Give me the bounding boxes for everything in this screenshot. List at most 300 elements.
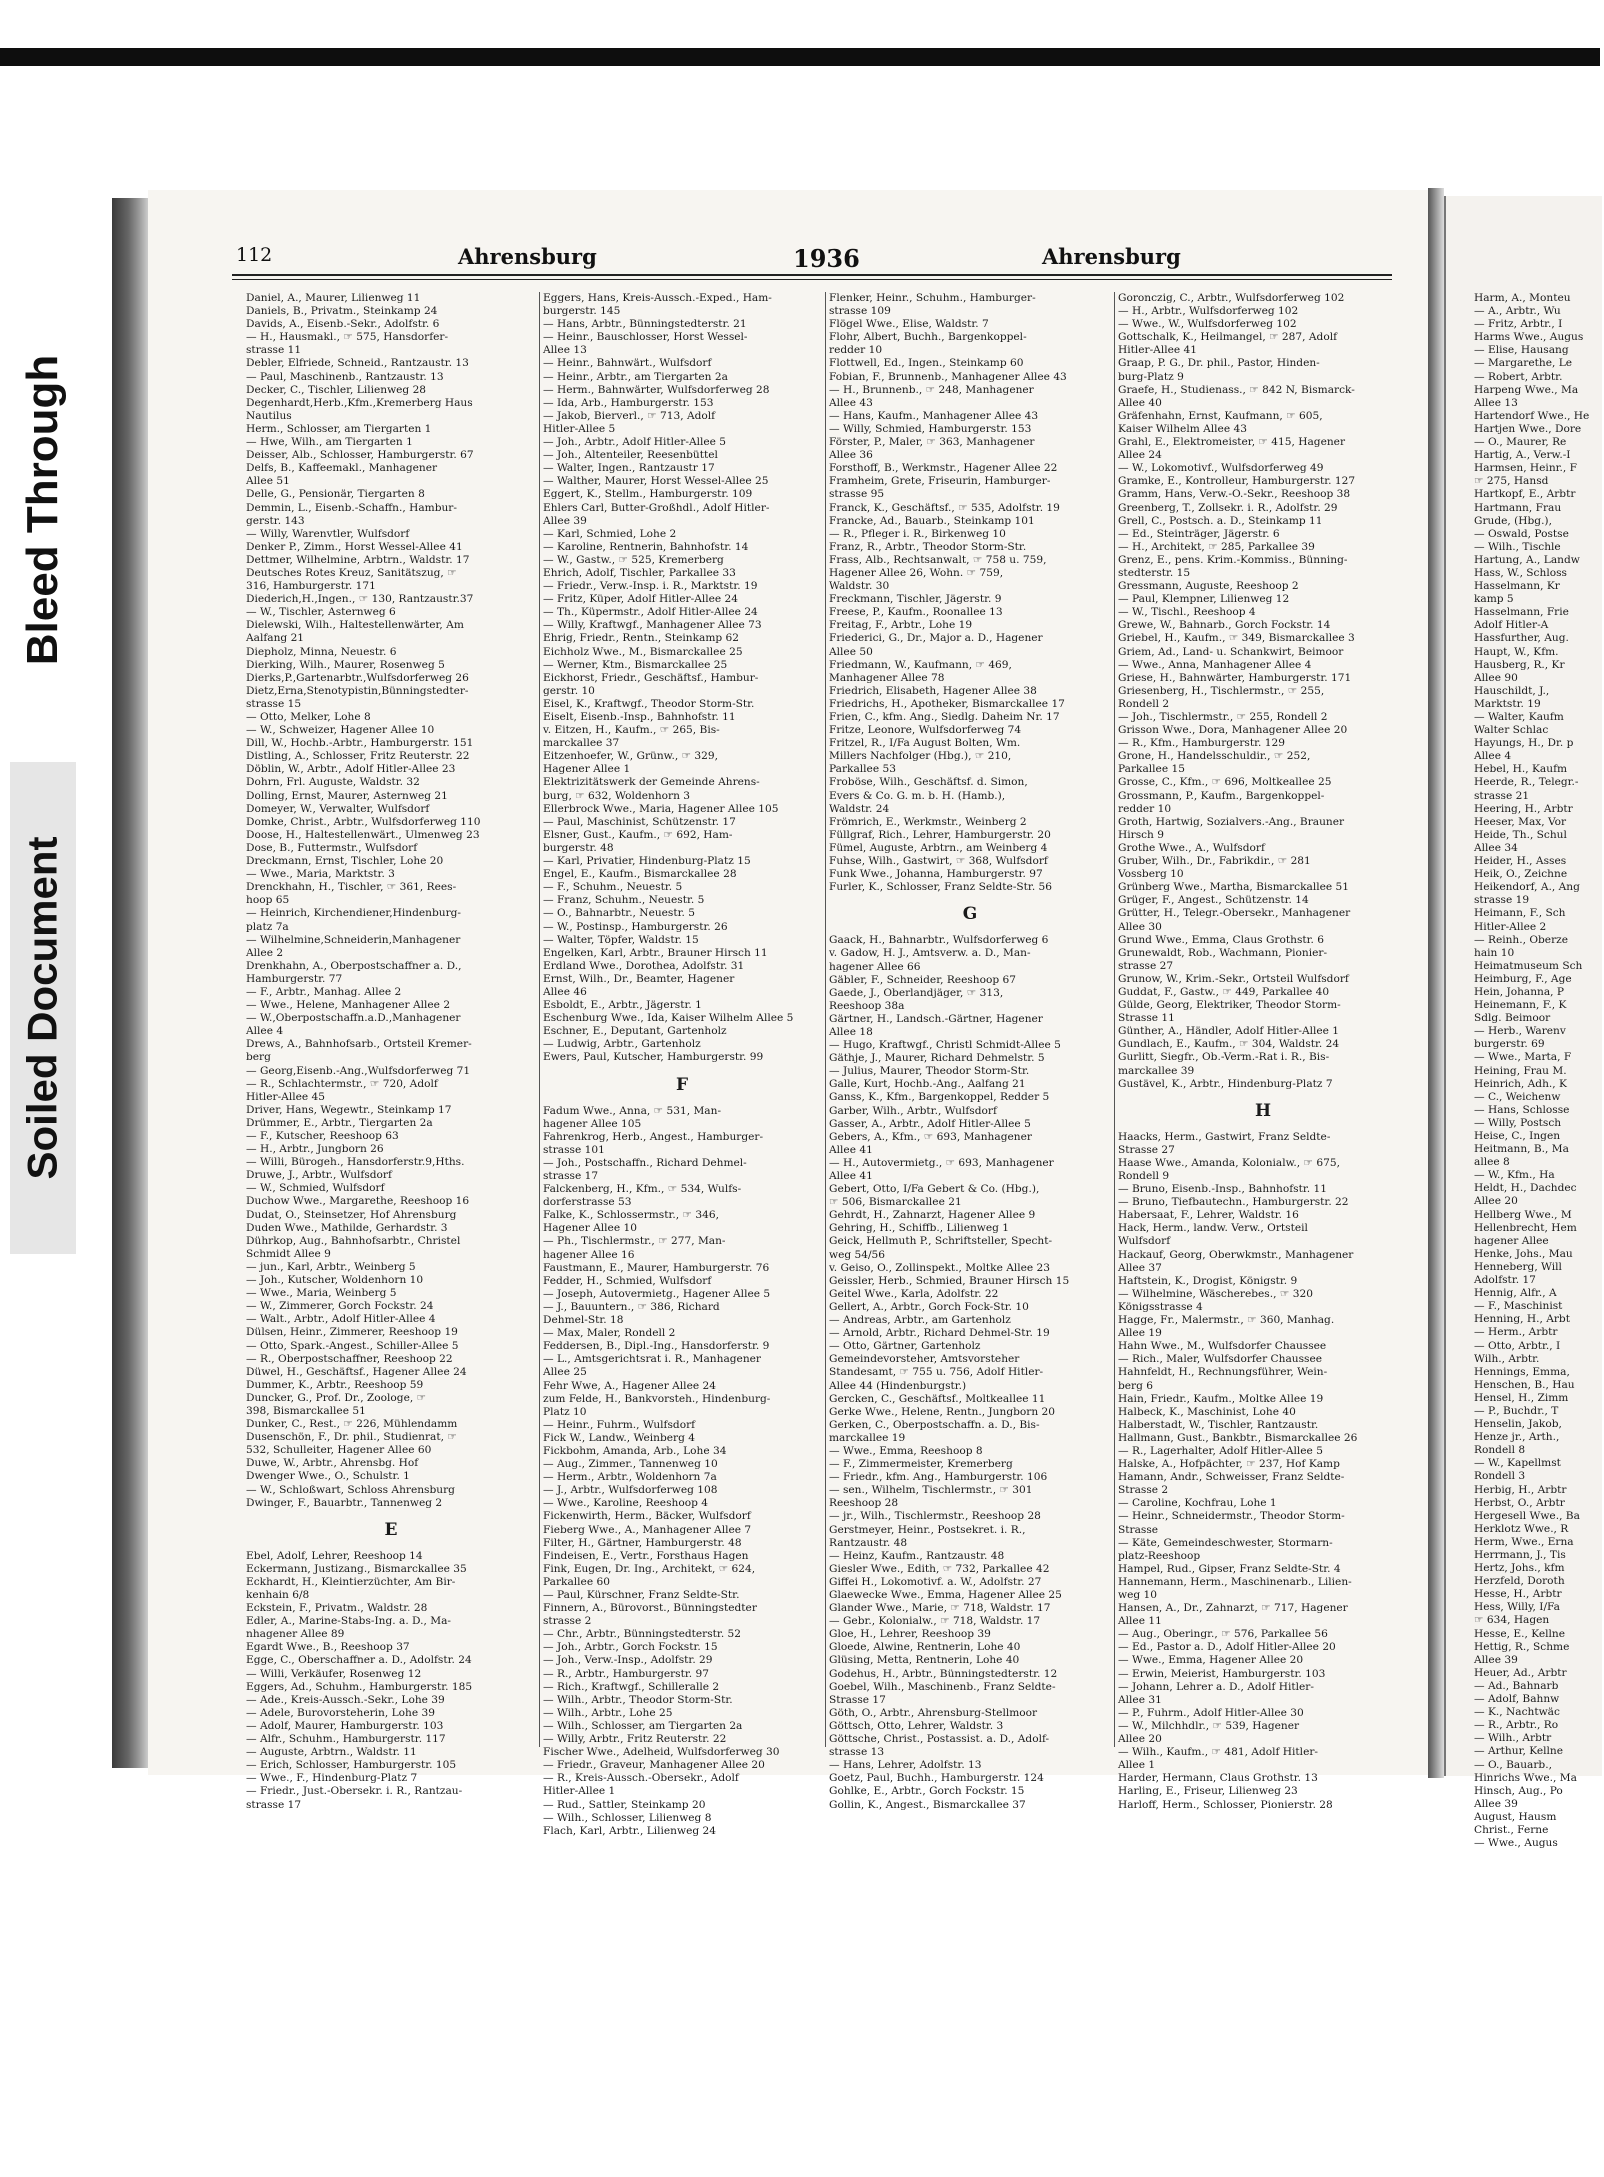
directory-entry: — jun., Karl, Arbtr., Weinberg 5 [246,1260,416,1273]
directory-entry: Hitler-Allee 41 [1118,344,1197,357]
directory-entry: Dohrn, Frl. Auguste, Waldstr. 32 [246,776,420,789]
adjacent-page-entry: Hellberg Wwe., M [1474,1208,1572,1221]
directory-entry: Fadum Wwe., Anna, ☞ 531, Man- [543,1104,722,1117]
directory-entry: Giesler Wwe., Edith, ☞ 732, Parkallee 42 [829,1562,1050,1575]
adjacent-page-entry: Walter Schlac [1474,724,1549,737]
directory-entry: berg 6 [1118,1379,1154,1392]
directory-entry: — Heinr., Fuhrm., Wulfsdorf [543,1418,696,1431]
directory-entry: Grone, H., Handelsschuldir., ☞ 252, [1118,750,1311,763]
directory-entry: Allee 50 [829,645,873,658]
directory-entry: — Otto, Gärtner, Gartenholz [829,1340,981,1353]
directory-entry: — Karl, Privatier, Hindenburg-Platz 15 [543,855,751,868]
adjacent-page-entry: Henke, Johs., Mau [1474,1247,1573,1260]
directory-entry: Deisser, Alb., Schlosser, Hamburgerstr. 67 [246,449,474,462]
directory-entry: Hahnfeldt, H., Rechnungsführer, Wein- [1118,1366,1328,1379]
directory-entry: Dunker, C., Rest., ☞ 226, Mühlendamm [246,1418,458,1431]
adjacent-page-entry: Heeser, Max, Vor [1474,815,1567,828]
directory-entry: Strasse 11 [1118,1012,1175,1025]
adjacent-page-entry: Hasselmann, Frie [1474,606,1569,619]
directory-entry: — Wwe., Helene, Manhagener Allee 2 [246,999,451,1012]
directory-entry: Haacks, Herm., Gastwirt, Franz Seldte- [1118,1130,1331,1143]
directory-entry: burgerstr. 145 [543,305,621,318]
directory-entry: Diederich,H.,Ingen., ☞ 130, Rantzaustr.37 [246,593,474,606]
adjacent-page-entry: hain 10 [1474,946,1515,959]
adjacent-page-entry: ☞ 634, Hagen [1474,1614,1550,1627]
directory-entry: 316, Hamburgerstr. 171 [246,580,376,593]
adjacent-page-entry: Hartkopf, E., Arbtr [1474,488,1576,501]
adjacent-page-entry: — Otto, Arbtr., I [1474,1339,1561,1352]
adjacent-page-entry: — R., Arbtr., Ro [1474,1719,1559,1732]
bleed-through-text: Bleed Through [18,354,67,666]
directory-entry: Hagge, Fr., Malermstr., ☞ 360, Manhag. [1118,1314,1335,1327]
directory-entry: — Heinr., Bauschlosser, Horst Wessel- [543,331,748,344]
directory-entry: Gemeindevorsteher, Amtsvorsteher [829,1353,1020,1366]
directory-entry: redder 10 [829,344,883,357]
directory-entry: Manhagener Allee 78 [829,671,945,684]
adjacent-page-entry: Christ., Ferne [1474,1823,1549,1836]
directory-entry: Glander Wwe., Marie, ☞ 718, Waldstr. 17 [829,1602,1051,1615]
directory-entry: Dusenschön, F., Dr. phil., Studienrat, ☞ [246,1431,457,1444]
directory-entry: Ellerbrock Wwe., Maria, Hagener Allee 105 [543,802,779,815]
directory-entry: Delle, G., Pensionär, Tiergarten 8 [246,488,425,501]
adjacent-page-entry: Hinrichs Wwe., Ma [1474,1771,1577,1784]
directory-entry: — R., Kfm., Hamburgerstr. 129 [1118,737,1285,750]
directory-entry: — H., Arbtr., Jungborn 26 [246,1143,384,1156]
directory-entry: strasse 13 [829,1746,885,1759]
adjacent-page-entry: Hartmann, Frau [1474,501,1562,514]
directory-entry: Drümmer, E., Arbtr., Tiergarten 2a [246,1116,433,1129]
directory-entry: hagener Allee 105 [543,1117,642,1130]
directory-entry: Gaack, H., Bahnarbtr., Wulfsdorferweg 6 [829,934,1049,947]
directory-entry: — F., Zimmermeister, Kremerberg [829,1458,1013,1471]
directory-entry: Findeisen, E., Vertr., Forsthaus Hagen [543,1549,749,1562]
directory-entry: Waldstr. 24 [829,802,890,815]
bleed-through-label [10,280,76,740]
adjacent-page-entry: — W., Kfm., Ha [1474,1169,1555,1182]
directory-entry: Duchow Wwe., Margarethe, Reeshoop 16 [246,1195,470,1208]
directory-entry: Allee 51 [246,475,290,488]
directory-entry: Gerken, C., Oberpostschaffn. a. D., Bis- [829,1418,1040,1431]
adjacent-page-entry: Heider, H., Asses [1474,855,1567,868]
directory-entry: Düwel, H., Geschäftsf., Hagener Allee 24 [246,1365,467,1378]
directory-entry: weg 54/56 [829,1248,886,1261]
adjacent-page-entry: — Herb., Warenv [1474,1025,1566,1038]
directory-entry: — Aug., Zimmer., Tannenweg 10 [543,1458,718,1471]
directory-entry: strasse 109 [829,305,891,318]
adjacent-page-entry: hagener Allee [1474,1234,1549,1247]
directory-entry: marckallee 19 [829,1431,906,1444]
directory-entry: — Willy, Warenvtler, Wulfsdorf [246,527,410,540]
adjacent-page-entry: Heimann, F., Sch [1474,907,1566,920]
directory-entry: Dührkop, Aug., Bahnhofsarbtr., Christel [246,1234,461,1247]
adjacent-page-entry: Heikendorf, A., Ang [1474,881,1580,894]
directory-entry: — Wwe., W., Wulfsdorferweg 102 [1118,318,1297,331]
directory-entry: Grunow, W., Krim.-Sekr., Ortsteil Wulfsdorf [1118,972,1349,985]
directory-entry: strasse 17 [543,1170,599,1182]
adjacent-page-entry: Henze jr., Arth., [1474,1431,1560,1444]
directory-entry: Groth, Hartwig, Sozialvers.-Ang., Brauner [1118,815,1345,828]
directory-entry: Allee 24 [1118,449,1162,462]
adjacent-page-entry: Heik, O., Zeichne [1474,868,1568,881]
section-letter: F [675,1074,689,1095]
directory-entry: — Joseph, Autovermietg., Hagener Allee 5 [543,1287,771,1300]
directory-entry: Deutsches Rotes Kreuz, Sanitätszug, ☞ [246,566,457,579]
directory-entry: Fümel, Auguste, Arbtrn., am Weinberg 4 [829,841,1048,854]
directory-entry: — Ade., Kreis-Aussch.-Sekr., Lohe 39 [246,1693,445,1706]
directory-entry: Franz, R., Arbtr., Theodor Storm-Str. [829,540,1027,553]
directory-entry: Graap, P. G., Dr. phil., Pastor, Hinden- [1118,357,1320,370]
adjacent-page-entry: Grude, (Hbg.), [1474,514,1552,527]
adjacent-page-entry: Wilh., Arbtr. [1474,1352,1540,1365]
directory-entry: Harling, E., Friseur, Lilienweg 23 [1118,1785,1298,1798]
adjacent-page-entry: Heise, C., Ingen [1474,1130,1561,1142]
directory-entry: Fickenwirth, Herm., Bäcker, Wulfsdorf [543,1510,751,1523]
adjacent-page-entry: — Margarethe, Le [1474,357,1573,370]
directory-entry: Platz 10 [543,1405,587,1418]
directory-entry: Hirsch 9 [1118,828,1164,841]
directory-entry: — Rich., Kraftwgf., Schilleralle 2 [543,1680,720,1693]
directory-entry: Hitler-Allee 5 [543,422,616,435]
directory-entry: — Paul, Maschinist, Schützenstr. 17 [543,815,736,828]
directory-entry: Eiselt, Eisenb.-Insp., Bahnhofstr. 11 [543,711,736,723]
directory-entry: — Friedr., Graveur, Manhagener Allee 20 [543,1759,765,1772]
directory-entry: Allee 30 [1118,920,1162,933]
directory-entry: — Heinr., Arbtr., am Tiergarten 2a [543,370,728,383]
directory-column-1 [246,292,536,1811]
adjacent-page-entry: kamp 5 [1474,593,1514,606]
directory-entry: ☞ 506, Bismarckallee 21 [829,1196,962,1209]
directory-entry: — Heinz, Kaufm., Rantzaustr. 48 [829,1549,1005,1562]
directory-entry: Rondell 2 [1118,697,1170,710]
directory-entry: — Wwe., Anna, Manhagener Allee 4 [1118,658,1312,671]
directory-entry: — Paul, Kürschner, Franz Seldte-Str. [543,1589,740,1601]
directory-entry: Egge, C., Oberschaffner a. D., Adolfstr. 24 [246,1654,472,1667]
directory-entry: Elsner, Gust., Kaufm., ☞ 692, Ham- [543,828,733,841]
directory-entry: Egardt Wwe., B., Reeshoop 37 [246,1641,410,1654]
adjacent-page-entry: — Wilh., Tischle [1474,540,1561,553]
directory-entry: Guddat, F., Gastw., ☞ 449, Parkallee 40 [1118,985,1330,998]
directory-entry: Duden Wwe., Mathilde, Gerhardstr. 3 [246,1221,448,1234]
directory-entry: Flohr, Albert, Buchh., Bargenkoppel- [829,331,1027,344]
directory-entry: — Arnold, Arbtr., Richard Dehmel-Str. 19 [829,1327,1050,1340]
directory-entry: Eckermann, Justizang., Bismarckallee 35 [246,1562,467,1575]
directory-entry: Froböse, Wilh., Geschäftsf. d. Simon, [829,776,1028,789]
directory-entry: Dummer, K., Arbtr., Reeshoop 59 [246,1378,424,1391]
directory-entry: — Aug., Oberingr., ☞ 576, Parkallee 56 [1118,1628,1328,1641]
directory-entry: Allee 18 [829,1025,873,1038]
adjacent-page-entry: Marktstr. 19 [1474,697,1541,710]
directory-entry: — H., Hausmakl., ☞ 575, Hansdorfer- [246,331,449,344]
directory-entry: — H., Brunnenb., ☞ 248, Manhagener [829,383,1034,396]
adjacent-page-entry: Hartjen Wwe., Dore [1474,422,1582,435]
adjacent-page-entry: Heitmann, B., Ma [1474,1143,1569,1156]
directory-entry: — Wilh., Schlosser, am Tiergarten 2a [543,1719,743,1732]
directory-entry: — Paul, Klempner, Lilienweg 12 [1118,593,1290,606]
directory-entry: — Walter, Ingen., Rantzaustr 17 [543,462,715,475]
directory-entry: Fritzel, R., I/Fa August Bolten, Wm. [829,737,1021,750]
directory-entry: Falckenberg, H., Kfm., ☞ 534, Wulfs- [543,1183,742,1196]
adjacent-page-entry: Adolfstr. 17 [1474,1274,1536,1287]
directory-entry: — Gebr., Kolonialw., ☞ 718, Waldstr. 17 [829,1615,1041,1628]
directory-entry: Gressmann, Auguste, Reeshoop 2 [1118,580,1299,593]
directory-entry: — Herm., Arbtr., Woldenhorn 7a [543,1471,717,1484]
adjacent-page-entry: Hartig, A., Verw.-I [1474,449,1571,462]
directory-entry: Gäthje, J., Maurer, Richard Dehmelstr. 5 [829,1052,1045,1065]
directory-entry: — Auguste, Arbtrn., Waldstr. 11 [246,1746,417,1759]
directory-entry: Goetz, Paul, Buchh., Hamburgerstr. 124 [829,1772,1044,1785]
adjacent-page-entry: Heimburg, F., Age [1474,972,1572,985]
directory-entry: Gülde, Georg, Elektriker, Theodor Storm- [1118,999,1341,1012]
directory-entry: — W., Tischler, Asternweg 6 [246,606,396,619]
adjacent-page-entry: — A., Arbtr., Wu [1474,305,1561,318]
directory-entry: Freese, P., Kaufm., Roonallee 13 [829,606,1003,619]
directory-entry: Haase Wwe., Amanda, Kolonialw., ☞ 675, [1118,1156,1340,1169]
directory-entry: marckallee 39 [1118,1064,1195,1077]
directory-entry: Aalfang 21 [246,632,305,645]
adjacent-page-entry: Hartung, A., Landw [1474,553,1580,566]
adjacent-page-entry: Hergesell Wwe., Ba [1474,1509,1580,1522]
adjacent-page-entry: Herbst, O., Arbtr [1474,1496,1565,1509]
directory-entry: Daniels, B., Privatm., Steinkamp 24 [246,305,438,318]
directory-entry: Esboldt, E., Arbtr., Jägerstr. 1 [543,999,702,1012]
directory-entry: stedterstr. 15 [1118,566,1191,579]
directory-entry: strasse 101 [543,1143,605,1156]
directory-entry: burgerstr. 48 [543,841,614,854]
directory-entry: — W., Postinsp., Hamburgerstr. 26 [543,920,728,933]
directory-entry: — Hans, Arbtr., Bünningstedterstr. 21 [543,318,747,331]
directory-entry: Furler, K., Schlosser, Franz Seldte-Str. 56 [829,881,1053,894]
directory-entry: — F., Kutscher, Reeshoop 63 [246,1130,399,1142]
adjacent-page-entry: Allee 39 [1474,1797,1518,1810]
directory-entry: — Adolf, Maurer, Hamburgerstr. 103 [246,1719,444,1732]
directory-entry: Frömrich, E., Werkmstr., Weinberg 2 [829,815,1027,828]
directory-entry: Friedmann, W., Kaufmann, ☞ 469, [829,658,1012,671]
directory-entry: gerstr. 10 [543,684,595,697]
directory-entry: Dill, W., Hochb.-Arbtr., Hamburgerstr. 151 [246,737,474,750]
directory-entry: Hamburgerstr. 77 [246,972,343,985]
directory-entry: Parkallee 53 [829,763,896,776]
directory-entry: Flach, Karl, Arbtr., Lilienweg 24 [543,1824,716,1837]
page-number: 112 [236,244,273,266]
directory-entry: Demmin, L., Eisenb.-Schaffn., Hambur- [246,501,457,514]
directory-entry: — Willy, Schmied, Hamburgerstr. 153 [829,422,1032,435]
directory-entry: Flögel Wwe., Elise, Waldstr. 7 [829,318,989,331]
directory-entry: Eckhardt, H., Kleintierzüchter, Am Bir- [246,1575,456,1588]
adjacent-page-entry: — Herm., Arbtr [1474,1326,1558,1339]
adjacent-page-entry: strasse 19 [1474,894,1530,907]
directory-entry: — Ph., Tischlermstr., ☞ 277, Man- [543,1235,726,1248]
directory-entry: hagener Allee 66 [829,960,921,973]
adjacent-page-entry: Hebel, H., Kaufm [1474,763,1568,776]
directory-entry: — Wwe., Karoline, Reeshoop 4 [543,1497,708,1510]
directory-entry: Dülsen, Heinr., Zimmerer, Reeshoop 19 [246,1326,458,1339]
directory-entry: — Ed., Steinträger, Jägerstr. 6 [1118,527,1280,540]
scan-top-border [0,48,1600,66]
directory-entry: Freckmann, Tischler, Jägerstr. 9 [829,593,1002,606]
directory-entry: strasse 95 [829,488,885,501]
directory-entry: — Wilhelmine, Wäscherebes., ☞ 320 [1118,1287,1313,1300]
directory-entry: Waldstr. 30 [829,580,890,593]
directory-entry: Millers Nachfolger (Hbg.), ☞ 210, [829,750,1012,763]
directory-entry: Grisson Wwe., Dora, Manhagener Allee 20 [1118,724,1348,737]
adjacent-page-entry: — W., Kapellmst [1474,1457,1561,1470]
directory-entry: — Hwe, Wilh., am Tiergarten 1 [246,436,413,449]
directory-entry: — Andreas, Arbtr., am Gartenholz [829,1314,1011,1327]
directory-entry: Evers & Co. G. m. b. H. (Hamb.), [829,789,1006,802]
directory-entry: Strasse 17 [829,1693,886,1706]
directory-entry: Goebel, Wilh., Maschinenb., Franz Seldte- [829,1680,1056,1693]
directory-entry: — Julius, Maurer, Theodor Storm-Str. [829,1065,1030,1078]
directory-entry: Habersaat, F., Lehrer, Waldstr. 16 [1118,1209,1299,1222]
directory-entry: Fischer Wwe., Adelheid, Wulfsdorferweg 30 [543,1746,780,1759]
directory-entry: Halske, A., Hofpächter, ☞ 237, Hof Kamp [1118,1458,1340,1471]
directory-entry: Reeshoop 28 [829,1497,899,1510]
adjacent-page-entry: Rondell 3 [1474,1470,1526,1483]
directory-entry: Gerstmeyer, Heinr., Postsekret. i. R., [829,1523,1026,1536]
adjacent-page-entry: Adolf Hitler-A [1474,619,1549,632]
directory-entry: — Ed., Pastor a. D., Adolf Hitler-Allee 20 [1118,1641,1336,1654]
directory-entry: — P., Fuhrm., Adolf Hitler-Allee 30 [1118,1706,1304,1719]
year-heading: 1936 [793,244,860,273]
running-head-left: Ahrensburg [458,244,597,269]
directory-entry: Hahn Wwe., M., Wulfsdorfer Chaussee [1118,1340,1327,1353]
directory-entry: Harder, Hermann, Claus Grothstr. 13 [1118,1772,1318,1785]
directory-entry: Fahrenkrog, Herb., Angest., Hamburger- [543,1130,764,1143]
directory-entry: — Wwe., Maria, Marktstr. 3 [246,868,395,881]
directory-entry: — Caroline, Kochfrau, Lohe 1 [1118,1497,1277,1510]
directory-entry: — Joh., Verw.-Insp., Adolfstr. 29 [543,1654,713,1667]
directory-entry: Distling, A., Schlosser, Fritz Reuterstr. 22 [246,750,470,763]
directory-entry: Rantzaustr. 48 [829,1536,908,1549]
directory-entry: — Heinr., Schneidermstr., Theodor Storm- [1118,1510,1345,1523]
directory-entry: Gärtner, H., Landsch.-Gärtner, Hagener [829,1012,1043,1025]
directory-entry: — jr., Wilh., Tischlermstr., Reeshoop 28 [829,1510,1041,1523]
adjacent-page-entry: — Willy, Postsch [1474,1116,1562,1129]
directory-entry: Fedder, H., Schmied, Wulfsdorf [543,1274,712,1287]
soiled-document-label [10,762,76,1254]
directory-entry: redder 10 [1118,802,1172,815]
directory-entry: Rondell 9 [1118,1170,1170,1182]
directory-entry: Gramm, Hans, Verw.-O.-Sekr., Reeshoop 38 [1118,488,1351,501]
directory-entry: Döblin, W., Arbtr., Adolf Hitler-Allee 23 [246,763,456,776]
directory-entry: Druwe, J., Arbtr., Wulfsdorf [246,1169,392,1182]
directory-entry: — Heinr., Bahnwärt., Wulfsdorf [543,357,712,370]
directory-entry: Griese, H., Bahnwärter, Hamburgerstr. 171 [1118,671,1352,684]
directory-entry: Eggers, Ad., Schuhm., Hamburgerstr. 185 [246,1680,473,1693]
directory-entry: Glüsing, Metta, Rentnerin, Lohe 40 [829,1654,1020,1667]
page-edge-shadow [1428,188,1444,1778]
directory-entry: Filter, H., Gärtner, Hamburgerstr. 48 [543,1536,742,1549]
adjacent-page-entry: Heerde, R., Telegr.- [1474,776,1579,789]
directory-entry: — Wilh., Arbtr., Theodor Storm-Str. [543,1693,733,1706]
directory-entry: Frass, Alb., Rechtsanwalt, ☞ 758 u. 759, [829,553,1047,566]
directory-entry: 398, Bismarckallee 51 [246,1404,366,1417]
directory-entry: — R., Lagerhalter, Adolf Hitler-Allee 5 [1118,1444,1323,1457]
adjacent-page-entry: Hesse, H., Arbtr [1474,1588,1562,1601]
directory-entry: — Joh., Tischlermstr., ☞ 255, Rondell 2 [1118,711,1328,723]
directory-entry: Flenker, Heinr., Schuhm., Hamburger- [829,292,1036,304]
directory-entry: — Friedr., Just.-Obersekr. i. R., Rantzau- [246,1785,463,1798]
directory-entry: — Friedr., kfm. Ang., Hamburgerstr. 106 [829,1471,1048,1484]
section-letter: H [1254,1100,1272,1121]
directory-entry: burg, ☞ 632, Woldenhorn 3 [543,789,691,802]
directory-entry: weg 10 [1118,1589,1157,1601]
directory-entry: Göth, O., Arbtr., Ahrensburg-Stellmoor [829,1706,1038,1719]
adjacent-page-entry: Rondell 8 [1474,1444,1526,1457]
directory-column-2 [543,292,821,1837]
directory-entry: — J., Arbtr., Wulfsdorferweg 108 [543,1484,718,1497]
adjacent-page-entry: — Arthur, Kellne [1474,1745,1563,1758]
directory-entry: platz 7a [246,920,289,933]
directory-entry: Ehlers Carl, Butter-Großhdl., Adolf Hitler- [543,501,770,514]
adjacent-page-entry: — Adolf, Bahnw [1474,1693,1560,1706]
directory-entry: Gehrdt, H., Zahnarzt, Hagener Allee 9 [829,1209,1036,1222]
directory-entry: Strasse 2 [1118,1484,1169,1497]
directory-entry: — Wwe., F., Hindenburg-Platz 7 [246,1772,418,1785]
directory-entry: Standesamt, ☞ 755 u. 756, Adolf Hitler- [829,1366,1044,1379]
adjacent-page-entry: Herm, Wwe., Erna [1474,1535,1574,1548]
directory-entry: Hack, Herm., landw. Verw., Ortsteil [1118,1222,1308,1235]
adjacent-page-entry: Harm, A., Monteu [1474,292,1571,304]
directory-entry: — Rud., Sattler, Steinkamp 20 [543,1798,706,1811]
directory-entry: — Fritz, Küper, Adolf Hitler-Allee 24 [543,593,739,606]
directory-entry: v. Gadow, H. J., Amtsverw. a. D., Man- [829,947,1031,960]
directory-entry: Freitag, F., Arbtr., Lohe 19 [829,619,973,632]
directory-entry: Ehrich, Adolf, Tischler, Parkallee 33 [543,566,736,579]
directory-entry: — R., Kreis-Aussch.-Obersekr., Adolf [543,1772,739,1785]
directory-entry: — Joh., Postschaffn., Richard Dehmel- [543,1156,747,1169]
adjacent-page-entry: Hellenbrecht, Hem [1474,1221,1577,1234]
directory-entry: Faustmann, E., Maurer, Hamburgerstr. 76 [543,1261,770,1274]
directory-entry: — R., Oberpostschaffner, Reeshoop 22 [246,1352,453,1365]
directory-entry: — Willi, Bürogeh., Hansdorferstr.9,Hths. [246,1156,465,1169]
directory-entry: Gundlach, E., Kaufm., ☞ 304, Waldstr. 24 [1118,1038,1340,1051]
directory-entry: Gellert, A., Arbtr., Gorch Fock-Str. 10 [829,1300,1029,1313]
adjacent-page-entry: — Wwe., Augus [1474,1837,1558,1850]
adjacent-page-entry: Haupt, W., Kfm. [1474,645,1559,658]
directory-entry: — L., Amtsgerichtsrat i. R., Manhagener [543,1353,761,1366]
directory-entry: — Alfr., Schuhm., Hamburgerstr. 117 [246,1733,446,1746]
directory-entry: Fobian, F., Brunnenb., Manhagener Allee 43 [829,370,1067,383]
section-letter: G [962,904,978,925]
directory-entry: Allee 13 [543,344,587,357]
adjacent-page-entry: Hensel, H., Zimm [1474,1391,1569,1404]
directory-entry: Grewe, W., Bahnarb., Gorch Fockstr. 14 [1118,619,1331,632]
directory-entry: strasse 27 [1118,959,1174,972]
adjacent-page-entry: Harms Wwe., Augus [1474,331,1584,344]
directory-entry: — H., Arbtr., Wulfsdorferweg 102 [1118,305,1299,318]
directory-entry: Gebert, Otto, I/Fa Gebert & Co. (Hbg.), [829,1183,1040,1196]
directory-entry: Allee 20 [1118,1733,1162,1746]
directory-entry: Drenckhahn, H., Tischler, ☞ 361, Rees- [246,881,457,894]
running-head-right: Ahrensburg [1042,244,1181,269]
directory-entry: — W., Schmied, Wulfsdorf [246,1182,385,1195]
directory-entry: Eggers, Hans, Kreis-Aussch.-Exped., Ham- [543,292,772,304]
directory-entry: Grunewaldt, Rob., Wachmann, Pionier- [1118,946,1328,959]
adjacent-page-entry: strasse 21 [1474,789,1530,802]
directory-entry: Drenkhahn, A., Oberpostschaffner a. D., [246,959,462,972]
adjacent-page-entry: Herbig, H., Arbtr [1474,1483,1567,1496]
directory-entry: — Friedr., Verw.-Insp. i. R., Marktstr. 19 [543,580,758,593]
adjacent-page-entry: Heining, Frau M. [1474,1064,1567,1077]
directory-entry: Strasse [1118,1523,1159,1536]
directory-entry: — Bruno, Eisenb.-Insp., Bahnhofstr. 11 [1118,1183,1327,1196]
directory-entry: Gurlitt, Siegfr., Ob.-Verm.-Rat i. R., Bis- [1118,1051,1330,1064]
adjacent-page-entry: — Reinh., Oberze [1474,933,1568,946]
directory-entry: Dehmel-Str. 18 [543,1314,624,1327]
adjacent-page-entry: — Walter, Kaufm [1474,711,1564,723]
directory-entry: Fieberg Wwe., A., Manhagener Allee 7 [543,1523,752,1536]
